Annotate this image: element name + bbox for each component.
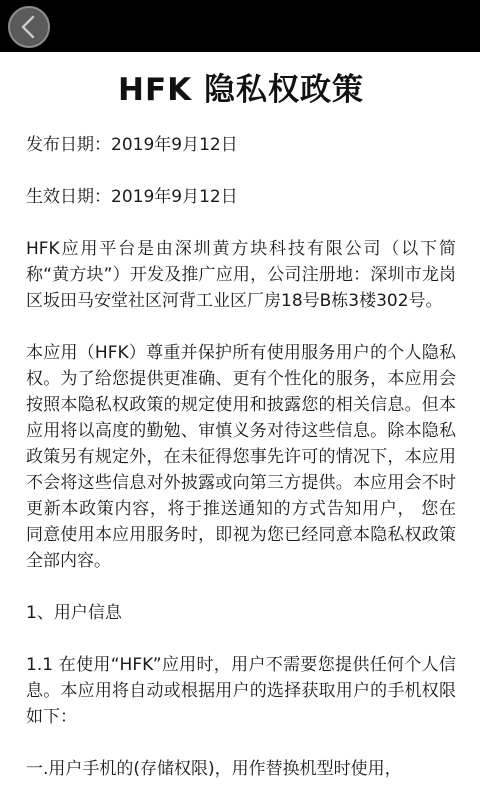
chevron-left-icon (19, 15, 39, 39)
paragraph-company: HFK应用平台是由深圳黄方块科技有限公司（以下简称“黄方块”）开发及推广应用，公司注册地：深圳市龙岗区坂田马安堂社区河背工业区厂房18号B栋3楼302号。 (26, 239, 456, 311)
section-heading-user-info: 1、用户信息 (26, 603, 122, 623)
paragraph-respect: 本应用（HFK）尊重并保护所有使用服务用户的个人隐私权。为了给您提供更准确、更有个性化的服务，本应用会按照本隐私权政策的规定使用和披露您的相关信息。但本应用将以高度的勤勉、审慎义务对待这些信息。除本隐私政策另有规定外，在未征得您事先许可的情况下，本应用不会将这些信息对外披露或向第三方提供。本应用会不时更新本政策内容，将于推送通知的方式告知用户， 您在同意使用本应用服务时，即视为您已经同意本隐私权政策全部内容。 (26, 343, 456, 571)
paragraph-1-1: 1.1 在使用“HFK”应用时，用户不需要您提供任何个人信息。本应用将自动或根据用户的选择获取用户的手机权限如下： (26, 655, 456, 727)
policy-content[interactable] (0, 52, 480, 800)
page-title: HFK 隐私权政策 (118, 72, 364, 108)
publish-date: 发布日期：2019年9月12日 (26, 135, 238, 155)
top-bar (0, 0, 480, 52)
back-button[interactable] (8, 6, 50, 48)
paragraph-partial: 一.用户手机的(存储权限)，用作替换机型时使用， (26, 759, 402, 779)
effective-date: 生效日期：2019年9月12日 (26, 187, 238, 207)
